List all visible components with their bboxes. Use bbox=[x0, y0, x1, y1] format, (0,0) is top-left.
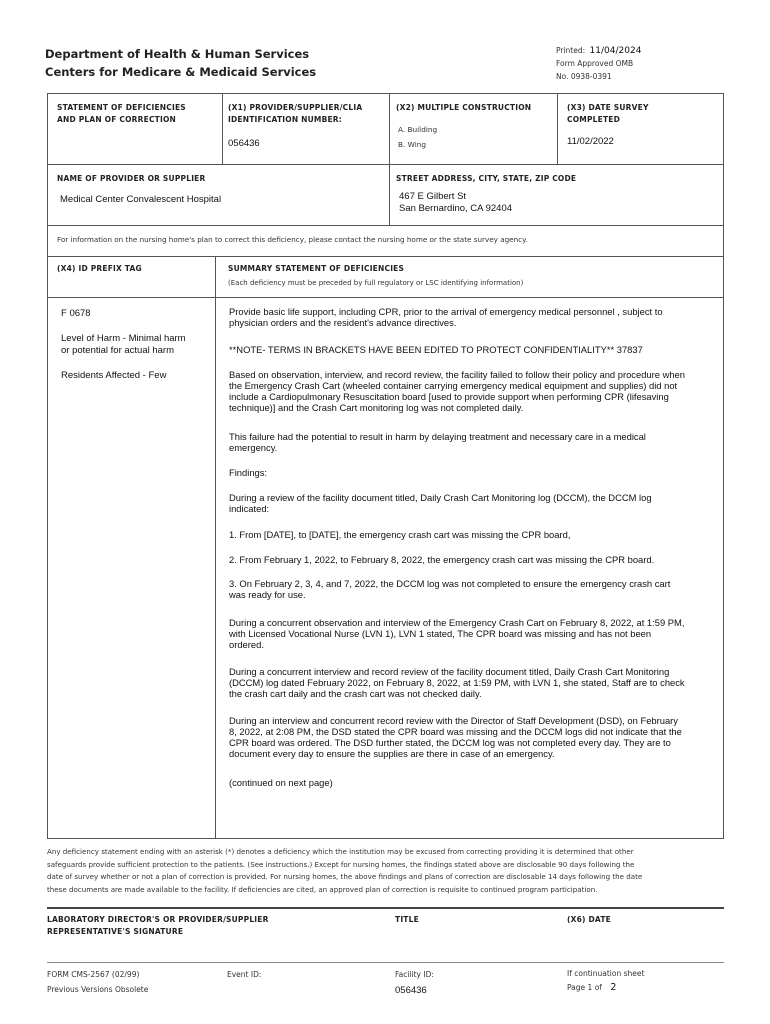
summary-sublabel: (Each deficiency must be preceded by full regulatory or LSC identifying information) bbox=[228, 279, 524, 287]
statement-label bbox=[57, 102, 186, 126]
survey-date-value: 11/02/2022 bbox=[567, 136, 614, 147]
statement-label-line2: AND PLAN OF CORRECTION bbox=[57, 115, 177, 124]
x1-label bbox=[228, 102, 362, 126]
level-of-harm-line1: Level of Harm - Minimal harm bbox=[61, 333, 186, 344]
divider bbox=[389, 93, 390, 225]
signature-label-line2: REPRESENTATIVE'S SIGNATURE bbox=[47, 927, 184, 936]
agency-subname: Centers for Medicare & Medicaid Services bbox=[45, 65, 317, 79]
title-label: TITLE bbox=[395, 915, 419, 924]
omb-number: No. 0938-0391 bbox=[556, 72, 612, 81]
finding-paragraph: During a concurrent observation and interview of the Emergency Crash Cart on February 8, 2022, at 1:59 PM, with Licensed Vocational Nurse (LVN 1), LVN 1 stated, The CPR board was missing and has not been ordered. bbox=[229, 617, 685, 650]
finding-paragraph: **NOTE- TERMS IN BRACKETS HAVE BEEN EDITED TO PROTECT CONFIDENTIALITY** 37837 bbox=[229, 344, 643, 355]
footnote-line: date of survey whether or not a plan of correction is provided. For nursing homes, the above findings and plans of correction are disclosable 14 days following the date bbox=[47, 872, 643, 882]
continuation-note: If continuation sheet bbox=[567, 969, 645, 978]
info-note: For information on the nursing home's plan to correct this deficiency, please contact the nursing home or the state survey agency. bbox=[57, 235, 528, 244]
finding-paragraph: Findings: bbox=[229, 467, 268, 478]
divider bbox=[222, 93, 223, 164]
provider-name-label: NAME OF PROVIDER OR SUPPLIER bbox=[57, 174, 206, 183]
finding-paragraph: 2. From February 1, 2022, to February 8, 2022, the emergency crash cart was missing the CPR board. bbox=[229, 554, 655, 565]
event-id-label: Event ID: bbox=[227, 970, 262, 979]
form-approved: Form Approved OMB bbox=[556, 59, 634, 68]
divider bbox=[557, 93, 558, 164]
address-line2: San Bernardino, CA 92404 bbox=[399, 203, 513, 214]
finding-paragraph: This failure had the potential to result in harm by delaying treatment and necessary care in a medical emergency. bbox=[229, 431, 646, 453]
signature-label bbox=[47, 914, 269, 938]
date-label: (X6) DATE bbox=[567, 915, 611, 924]
deficiency-tag: F 0678 bbox=[61, 308, 91, 319]
x4-label: (X4) ID PREFIX TAG bbox=[57, 264, 142, 273]
signature-label-line1: LABORATORY DIRECTOR'S OR PROVIDER/SUPPLIER bbox=[47, 915, 269, 924]
x1-label-line2: IDENTIFICATION NUMBER: bbox=[228, 115, 342, 124]
level-of-harm bbox=[61, 333, 186, 356]
facility-id-label: Facility ID: bbox=[395, 970, 434, 979]
divider bbox=[47, 907, 724, 909]
continued-note: (continued on next page) bbox=[229, 777, 333, 788]
agency-name: Department of Health & Human Services bbox=[45, 47, 310, 61]
finding-paragraph: During an interview and concurrent record review with the Director of Staff Development (DSD), on February 8, 2022, at 2:08 PM, the DSD stated the CPR board was missing and the DCCM logs did not indicate that the CPR board was ordered. The DSD further stated, the DCCM log was not completed every day. They are to document every day to ensure the supplies are there in case of an emergency. bbox=[229, 715, 682, 759]
x2-building: A. Building bbox=[398, 125, 438, 134]
footnote-line: safeguards provide sufficient protection to the patients. (See instructions.) Except for nursing homes, the findings stated above are disclosable 90 days following the bbox=[47, 859, 635, 869]
footnote-line: Any deficiency statement ending with an asterisk (*) denotes a deficiency which the institution may be excused from correcting providing it is determined that other bbox=[47, 847, 634, 856]
statement-label-line1: STATEMENT OF DEFICIENCIES bbox=[57, 103, 186, 112]
provider-name-value: Medical Center Convalescent Hospital bbox=[60, 194, 222, 205]
divider bbox=[47, 962, 724, 963]
x3-label bbox=[567, 102, 649, 126]
x3-label-line2: COMPLETED bbox=[567, 115, 621, 124]
divider bbox=[47, 297, 724, 298]
finding-paragraph: 1. From [DATE], to [DATE], the emergency crash cart was missing the CPR board, bbox=[229, 529, 571, 540]
finding-paragraph: 3. On February 2, 3, 4, and 7, 2022, the DCCM log was not completed to ensure the emergency crash cart was ready for use. bbox=[229, 578, 671, 600]
page-total: 2 bbox=[610, 982, 617, 993]
finding-paragraph: Based on observation, interview, and record review, the facility failed to follow their policy and procedure when the Emergency Crash Cart (wheeled container carrying emergency medical equipment and supplies) did not include a Cardiopulmonary Resuscitation board [used to provide support when performing CPR (lifesaving technique)] and the Crash Cart monitoring log was not completed daily. bbox=[229, 369, 685, 413]
x3-label-line1: (X3) DATE SURVEY bbox=[567, 103, 649, 112]
divider bbox=[47, 225, 724, 226]
form-id: FORM CMS-2567 (02/99) bbox=[47, 970, 140, 979]
address-label: STREET ADDRESS, CITY, STATE, ZIP CODE bbox=[396, 174, 577, 183]
summary-label: SUMMARY STATEMENT OF DEFICIENCIES bbox=[228, 264, 405, 273]
disclosure-footnote bbox=[47, 846, 737, 897]
x2-wing: B. Wing bbox=[398, 140, 426, 149]
finding-paragraph: During a review of the facility document titled, Daily Crash Cart Monitoring log (DCCM), the DCCM log indicated: bbox=[229, 492, 652, 514]
printed-label-text: Printed: bbox=[556, 46, 586, 55]
finding-paragraph: During a concurrent interview and record review of the facility document titled, Daily Crash Cart Monitoring (DCCM) log dated February 2022, on February 8, 2022, at 1:59 PM, with LVN 1, she stated, Staff are to check the crash cart daily and the crash cart was not checked daily. bbox=[229, 666, 685, 699]
footnote-line: these documents are made available to the facility. If deficiencies are cited, an approved plan of correction is requisite to continued program participation. bbox=[47, 885, 598, 895]
finding-paragraph: Provide basic life support, including CPR, prior to the arrival of emergency medical personnel , subject to physician orders and the resident's advance directives. bbox=[229, 306, 663, 328]
printed-date: 11/04/2024 bbox=[589, 46, 642, 56]
level-of-harm-line2: or potential for actual harm bbox=[61, 344, 175, 356]
printed-label bbox=[556, 46, 641, 56]
page-label: Page 1 of bbox=[567, 983, 602, 992]
obsolete-note: Previous Versions Obsolete bbox=[47, 985, 149, 994]
facility-id-value: 056436 bbox=[395, 985, 427, 996]
x2-label: (X2) MULTIPLE CONSTRUCTION bbox=[396, 103, 532, 112]
divider bbox=[215, 256, 216, 839]
page-indicator bbox=[567, 982, 616, 993]
x1-label-line1: (X1) PROVIDER/SUPPLIER/CLIA bbox=[228, 103, 363, 112]
provider-id-value: 056436 bbox=[228, 138, 260, 149]
residents-affected: Residents Affected - Few bbox=[61, 370, 167, 381]
address-line1: 467 E Gilbert St bbox=[399, 191, 467, 202]
divider bbox=[47, 164, 724, 165]
